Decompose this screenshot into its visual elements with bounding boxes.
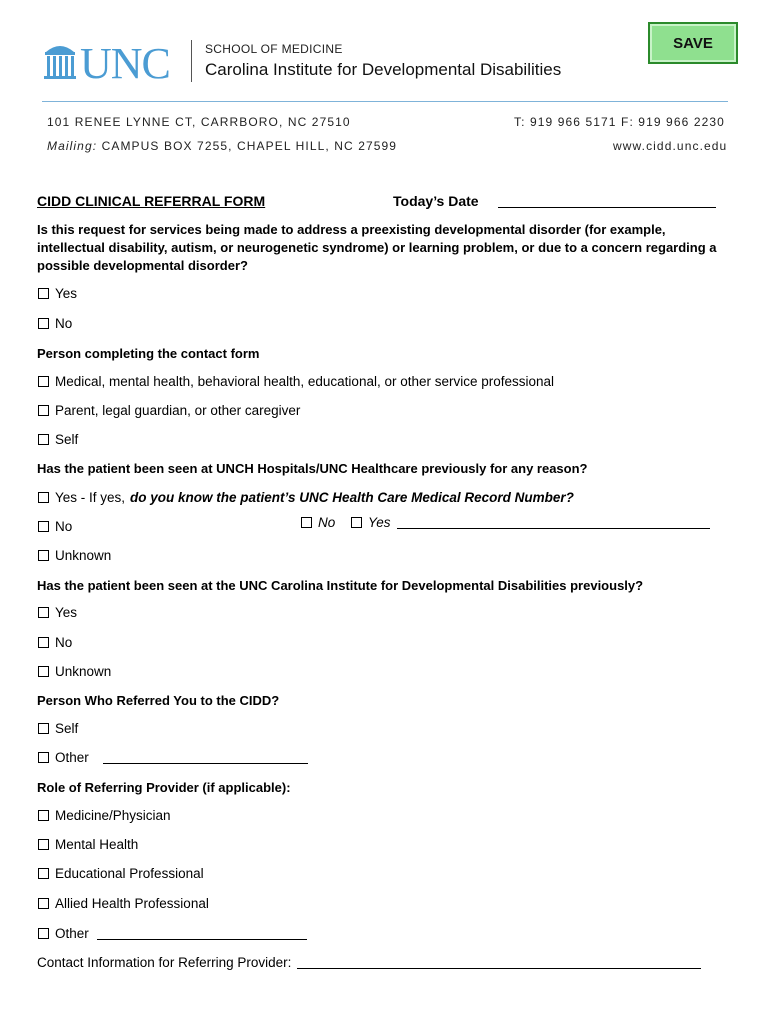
question-person-completing: Person completing the contact form — [37, 346, 260, 361]
checkbox[interactable] — [38, 839, 49, 850]
question-cidd-previous: Has the patient been seen at the UNC Carolina Institute for Developmental Disabilities previously? — [37, 578, 644, 593]
checkbox[interactable] — [38, 550, 49, 561]
option-q1-no[interactable] — [37, 316, 72, 331]
option-mrn-no[interactable] — [300, 515, 335, 530]
option-label: Yes — [55, 490, 78, 505]
option-q5-other[interactable] — [37, 750, 308, 765]
question-preexisting: Is this request for services being made to address a preexisting developmental disorder (for example, intellectual disability, autism, or neurogenetic syndrome) or learning problem, or due to a concern regarding a possible developmental disorder? — [37, 222, 717, 273]
option-label: Educational Professional — [55, 866, 204, 881]
option-label: Self — [55, 721, 79, 736]
option-label: No — [55, 519, 73, 534]
option-label: Yes — [55, 605, 78, 620]
option-label: No — [55, 635, 73, 650]
option-label: Unknown — [55, 664, 112, 679]
option-q3-unknown[interactable] — [37, 548, 111, 563]
checkbox[interactable] — [38, 318, 49, 329]
option-role-medicine[interactable] — [37, 808, 171, 823]
option-role-mental-health[interactable] — [37, 837, 138, 852]
option-label: Self — [55, 432, 79, 447]
form-title: CIDD CLINICAL REFERRAL FORM — [37, 193, 266, 209]
checkbox[interactable] — [38, 752, 49, 763]
date-label: Today’s Date — [393, 193, 479, 209]
checkbox[interactable] — [38, 810, 49, 821]
option-q3-yes[interactable] — [37, 490, 574, 505]
checkbox[interactable] — [38, 607, 49, 618]
contact-info-row — [37, 955, 701, 970]
option-q2-self[interactable] — [37, 432, 78, 447]
date-field[interactable] — [498, 207, 716, 208]
header-rule — [42, 101, 728, 102]
option-q2-professional[interactable] — [37, 374, 554, 389]
option-label: Yes — [368, 515, 391, 530]
website[interactable]: www.cidd.unc.edu — [613, 139, 728, 153]
mrn-field[interactable] — [397, 528, 710, 529]
checkbox[interactable] — [38, 637, 49, 648]
other-referrer-field[interactable] — [103, 763, 308, 764]
checkbox[interactable] — [38, 666, 49, 677]
checkbox[interactable] — [38, 405, 49, 416]
checkbox[interactable] — [38, 288, 49, 299]
question-referrer: Person Who Referred You to the CIDD? — [37, 693, 280, 708]
option-mrn-yes[interactable] — [350, 515, 710, 530]
option-label: Other — [55, 750, 89, 765]
checkbox[interactable] — [38, 928, 49, 939]
option-q4-unknown[interactable] — [37, 664, 111, 679]
option-label: Yes — [55, 286, 78, 301]
option-q4-yes[interactable] — [37, 605, 77, 620]
checkbox[interactable] — [38, 521, 49, 532]
option-role-educational[interactable] — [37, 866, 204, 881]
checkbox[interactable] — [301, 517, 312, 528]
checkbox[interactable] — [351, 517, 362, 528]
contact-info-field[interactable] — [297, 968, 701, 969]
institute-name: Carolina Institute for Developmental Disabilities — [205, 60, 562, 79]
option-label: No — [55, 316, 73, 331]
option-label: Allied Health Professional — [55, 896, 209, 911]
option-label: Unknown — [55, 548, 112, 563]
question-unch-previous: Has the patient been seen at UNCH Hospitals/UNC Healthcare previously for any reason? — [37, 461, 588, 476]
option-q3-no[interactable] — [37, 519, 72, 534]
mailing-label: Mailing: — [47, 139, 98, 153]
checkbox[interactable] — [38, 492, 49, 503]
option-role-other[interactable] — [37, 926, 307, 941]
option-label: Medicine/Physician — [55, 808, 171, 823]
save-button[interactable]: SAVE — [648, 22, 738, 64]
option-suffix: - If yes, — [77, 490, 126, 505]
other-role-field[interactable] — [97, 939, 307, 940]
option-label: Other — [55, 926, 89, 941]
option-q5-self[interactable] — [37, 721, 78, 736]
option-label: Parent, legal guardian, or other caregiver — [55, 403, 301, 418]
mailing-value: CAMPUS BOX 7255, CHAPEL HILL, NC 27599 — [101, 139, 398, 153]
checkbox[interactable] — [38, 723, 49, 734]
option-label: Medical, mental health, behavioral health, educational, or other service professional — [55, 374, 555, 389]
unc-logo-text: UNC — [80, 39, 170, 88]
checkbox[interactable] — [38, 434, 49, 445]
mrn-question: do you know the patient’s UNC Health Care Medical Record Number? — [130, 490, 574, 505]
checkbox[interactable] — [38, 898, 49, 909]
option-role-allied-health[interactable] — [37, 896, 209, 911]
contact-info-label: Contact Information for Referring Provider: — [37, 955, 292, 970]
mailing-address — [47, 139, 397, 153]
old-well-icon — [42, 40, 78, 82]
option-label: No — [318, 515, 336, 530]
checkbox[interactable] — [38, 868, 49, 879]
option-label: Mental Health — [55, 837, 139, 852]
logo-divider — [191, 40, 192, 82]
option-q1-yes[interactable] — [37, 286, 77, 301]
option-q4-no[interactable] — [37, 635, 72, 650]
checkbox[interactable] — [38, 376, 49, 387]
option-q2-parent[interactable] — [37, 403, 300, 418]
phone-fax: T: 919 966 5171 F: 919 966 2230 — [514, 115, 725, 129]
street-address: 101 RENEE LYNNE CT, CARRBORO, NC 27510 — [47, 115, 351, 129]
question-referring-role: Role of Referring Provider (if applicable): — [37, 780, 291, 795]
school-name: SCHOOL OF MEDICINE — [205, 42, 343, 56]
